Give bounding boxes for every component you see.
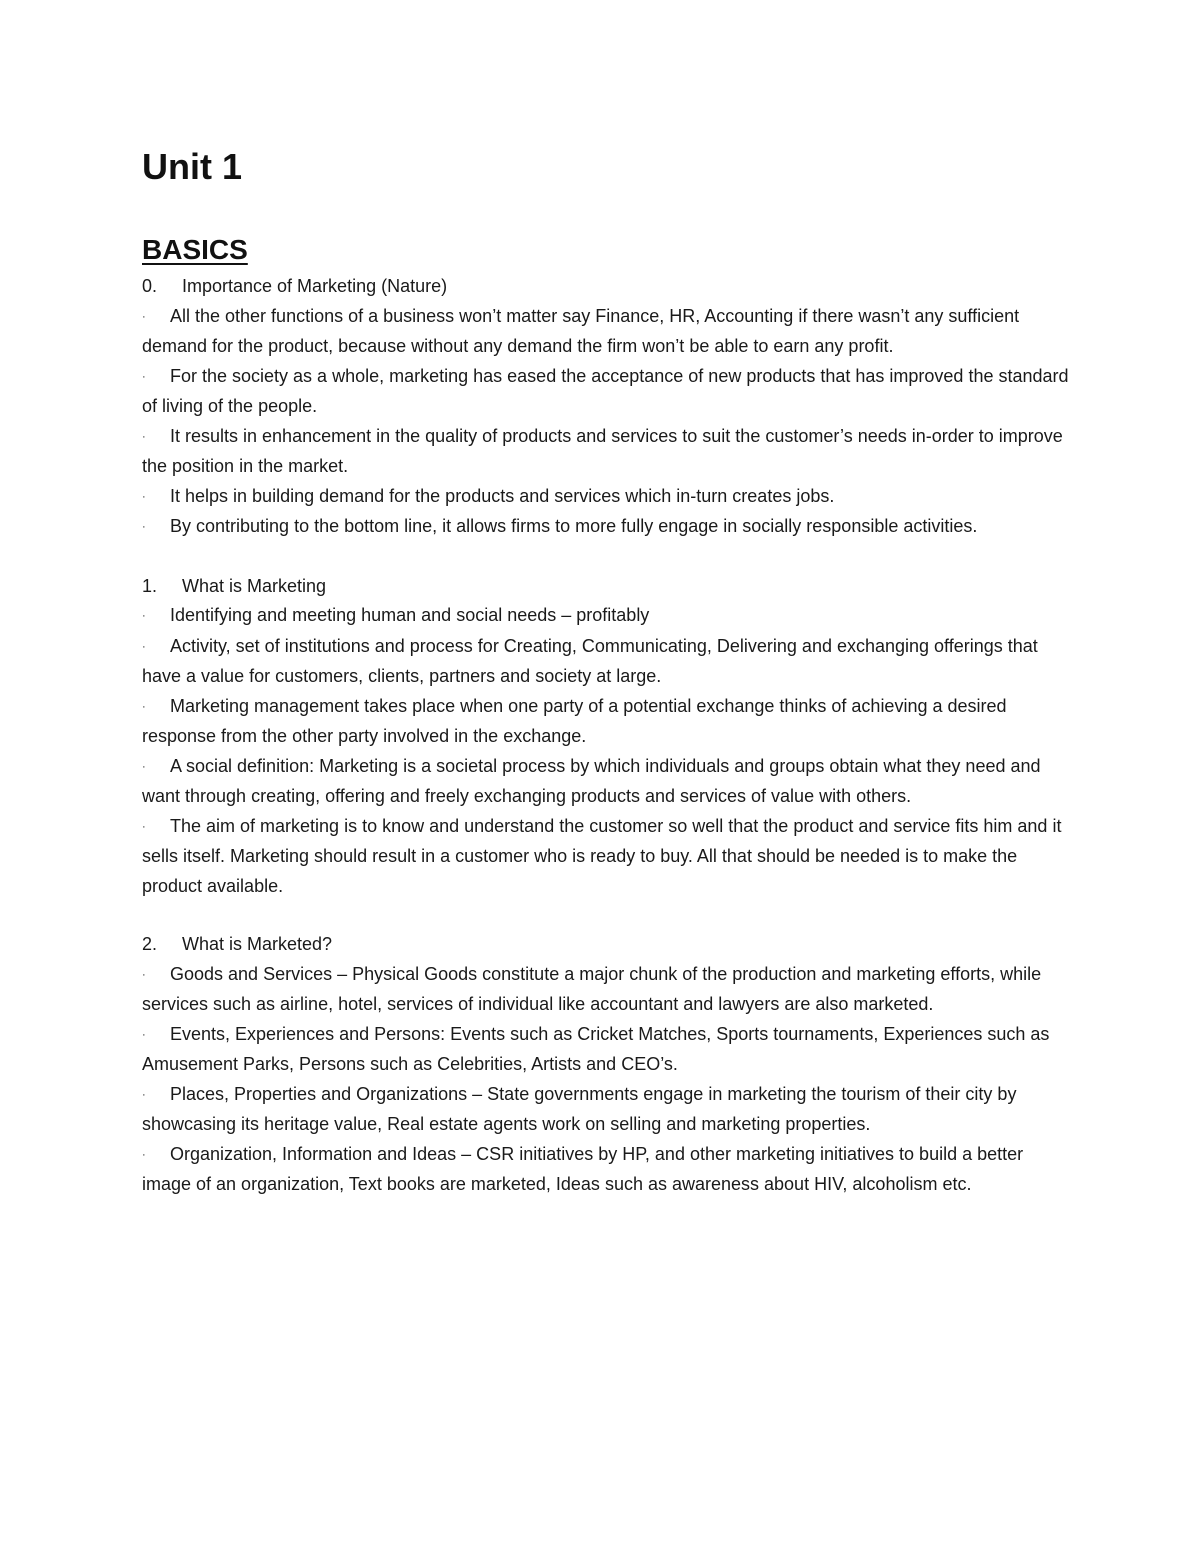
subsection-heading: [142, 572, 1072, 602]
subsection-what-is-marketing: [142, 572, 1072, 902]
list-item: [142, 422, 1072, 482]
bullet-icon: ·: [142, 610, 146, 622]
bullet-icon: ·: [142, 521, 146, 533]
list-item-text: Events, Experiences and Persons: Events such as Cricket Matches, Sports tournaments, Experiences such as Amusement Parks, Persons such as Celebrities, Artists and CEO’s.: [142, 1023, 1050, 1074]
list-item: [142, 812, 1072, 902]
subsection-number: 1.: [142, 575, 158, 596]
bullet-icon: ·: [142, 1028, 146, 1041]
bullet-icon: ·: [142, 640, 146, 653]
list-item: [142, 692, 1072, 752]
bullet-icon: ·: [142, 968, 146, 981]
bullet-icon: ·: [142, 430, 146, 443]
subsection-importance-of-marketing: [142, 272, 1072, 543]
list-item: [142, 1140, 1072, 1200]
subsection-number: 2.: [142, 934, 158, 954]
list-item: [142, 960, 1072, 1020]
list-item: [142, 752, 1072, 812]
subsection-number: 0.: [142, 276, 158, 296]
section-heading-basics: BASICS: [142, 234, 248, 265]
document-content: [142, 140, 1072, 1200]
bullet-icon: ·: [142, 760, 146, 773]
list-item-text: Organization, Information and Ideas – CSR initiatives by HP, and other marketing initiatives to build a better image of an organization, Text books are marketed, Ideas such as awareness about HIV, alcoholism etc.: [142, 1143, 1024, 1194]
bullet-icon: ·: [142, 310, 146, 323]
bullet-icon: ·: [142, 1148, 146, 1161]
bullet-icon: ·: [142, 370, 146, 383]
list-item-text: For the society as a whole, marketing has eased the acceptance of new products that has improved the standard of living of the people.: [142, 365, 1069, 416]
list-item: [142, 362, 1072, 422]
bullet-icon: ·: [142, 1088, 146, 1101]
list-item-text: By contributing to the bottom line, it allows firms to more fully engage in socially responsible activities.: [170, 516, 978, 536]
list-item-text: It helps in building demand for the products and services which in-turn creates jobs.: [170, 485, 835, 506]
list-item-text: Identifying and meeting human and social needs – profitably: [170, 605, 650, 625]
list-item-text: It results in enhancement in the quality of products and services to suit the customer’s needs in-order to improve the position in the market.: [142, 425, 1063, 476]
bullet-icon: ·: [142, 700, 146, 713]
subsection-title: What is Marketed?: [182, 934, 333, 954]
list-item-text: Marketing management takes place when one party of a potential exchange thinks of achieving a desired response from the other party involved in the exchange.: [142, 695, 1007, 746]
list-item-text: The aim of marketing is to know and understand the customer so well that the product and service fits him and it sells itself. Marketing should result in a customer who is ready to buy. All that should be needed is to make the product available.: [142, 815, 1062, 896]
subsection-heading: [142, 272, 1072, 302]
subsection-title: What is Marketing: [182, 575, 327, 596]
subsection-title: Importance of Marketing (Nature): [182, 276, 448, 296]
list-item: [142, 512, 1072, 543]
list-item-text: Places, Properties and Organizations – State governments engage in marketing the tourism of their city by showcasing its heritage value, Real estate agents work on selling and marketing properties.: [142, 1083, 1017, 1134]
list-item-text: Activity, set of institutions and process for Creating, Communicating, Delivering and exchanging offerings that have a value for customers, clients, partners and society at large.: [142, 635, 1038, 686]
page-title: Unit 1: [142, 146, 243, 187]
subsection-what-is-marketed: [142, 930, 1072, 1200]
list-item: [142, 302, 1072, 362]
list-item-text: A social definition: Marketing is a societal process by which individuals and groups obtain what they need and want through creating, offering and freely exchanging products and services of value with others.: [142, 755, 1041, 806]
list-item-text: Goods and Services – Physical Goods constitute a major chunk of the production and marketing efforts, while services such as airline, hotel, services of individual like accountant and lawyers are also marketed.: [142, 963, 1042, 1014]
bullet-icon: ·: [142, 490, 146, 503]
subsection-heading: [142, 930, 1072, 960]
list-item: [142, 632, 1072, 692]
list-item-text: All the other functions of a business won’t matter say Finance, HR, Accounting if there wasn’t any sufficient demand for the product, because without any demand the firm won’t be able to earn any profit.: [142, 305, 1020, 356]
list-item: [142, 1020, 1072, 1080]
list-item: [142, 601, 1072, 632]
list-item: [142, 1080, 1072, 1140]
bullet-icon: ·: [142, 820, 146, 833]
list-item: [142, 482, 1072, 513]
